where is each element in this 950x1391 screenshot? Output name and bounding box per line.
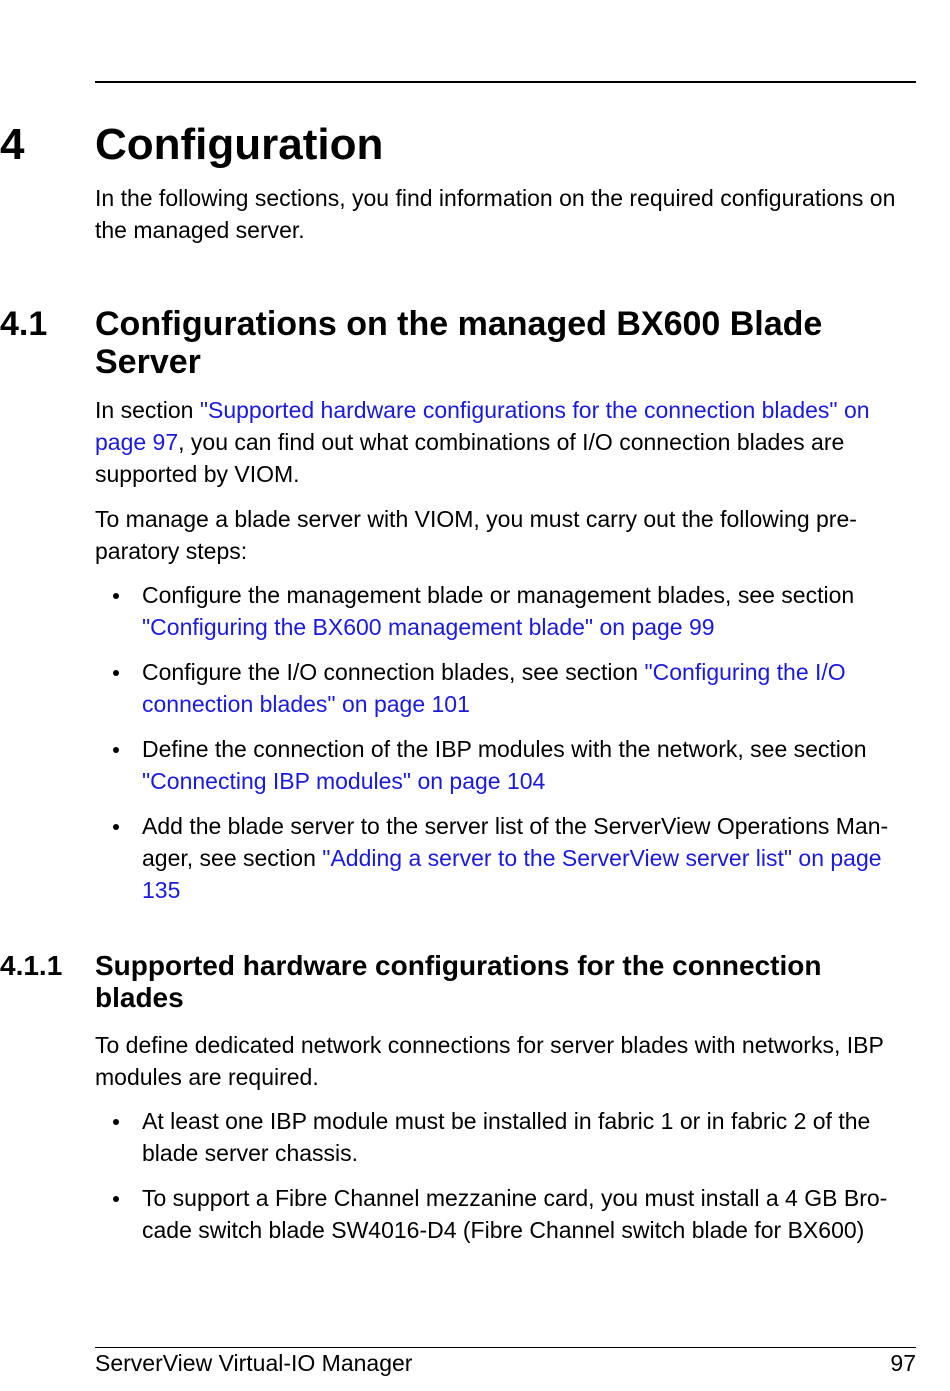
link-supported-hardware-configurations[interactable]: "Supported hardware configurations for the connection blades" on page 97: [95, 397, 870, 455]
list-item: [95, 579, 925, 643]
bullet-icon: [113, 824, 119, 830]
section-4-1-number: 4.1: [0, 305, 48, 343]
section-4-1-1-requirements-list: [95, 1105, 925, 1259]
paragraph-text: In section: [95, 397, 200, 423]
link-configuring-management-blade[interactable]: "Configuring the BX600 management blade" on page 99: [142, 614, 715, 640]
list-item-text: Define the connection of the IBP modules with the network, see section: [142, 736, 867, 762]
bullet-icon: [113, 747, 119, 753]
link-adding-server-to-server-list[interactable]: "Adding a server to the ServerView server list" on page 135: [142, 845, 882, 903]
bullet-icon: [113, 1119, 119, 1125]
list-item: [95, 1105, 925, 1169]
list-item: [95, 733, 925, 797]
list-item-text: Add the blade server to the server list of the ServerView Operations Man-ager, see section: [142, 813, 889, 871]
bullet-icon: [113, 1196, 119, 1202]
link-configuring-io-connection-blades[interactable]: "Configuring the I/O connection blades" on page 101: [142, 659, 846, 717]
header-rule: [95, 81, 916, 83]
section-4-1-paragraph-2: To manage a blade server with VIOM, you must carry out the following pre-paratory steps:: [95, 506, 857, 564]
section-4-1-1-title: Supported hardware configurations for the connection blades: [95, 950, 822, 1013]
bullet-icon: [113, 670, 119, 676]
list-item-text: Configure the management blade or management blades, see section: [142, 582, 855, 608]
link-connecting-ibp-modules[interactable]: "Connecting IBP modules" on page 104: [142, 768, 546, 794]
chapter-title: Configuration: [95, 120, 384, 169]
list-item-text: Configure the I/O connection blades, see section: [142, 659, 645, 685]
bullet-icon: [113, 593, 119, 599]
list-item: [95, 656, 925, 720]
chapter-number: 4: [0, 120, 25, 169]
list-item: [95, 1182, 925, 1246]
footer-page-number: 97: [890, 1350, 916, 1376]
footer-rule: [95, 1347, 916, 1348]
section-4-1-1-paragraph: To define dedicated network connections for server blades with networks, IBP modules are required.: [95, 1032, 884, 1090]
section-4-1-paragraph-1: [95, 394, 920, 490]
list-item: [95, 810, 925, 906]
section-4-1-1-number: 4.1.1: [0, 950, 63, 981]
section-4-1-steps-list: [95, 579, 925, 919]
section-4-1-title: Configurations on the managed BX600 Blade Server: [95, 305, 823, 381]
list-item-text: To support a Fibre Channel mezzanine card, you must install a 4 GB Bro-cade switch blade SW4016-D4 (Fibre Channel switch blade for BX600): [142, 1185, 888, 1243]
footer-document-title: ServerView Virtual-IO Manager: [95, 1350, 413, 1376]
paragraph-text: , you can find out what combinations of I/O connection blades are supported by VIOM.: [95, 429, 845, 487]
list-item-text: At least one IBP module must be installed in fabric 1 or in fabric 2 of the blade server chassis.: [142, 1108, 871, 1166]
chapter-intro: In the following sections, you find information on the required configurations on the managed server.: [95, 185, 896, 243]
